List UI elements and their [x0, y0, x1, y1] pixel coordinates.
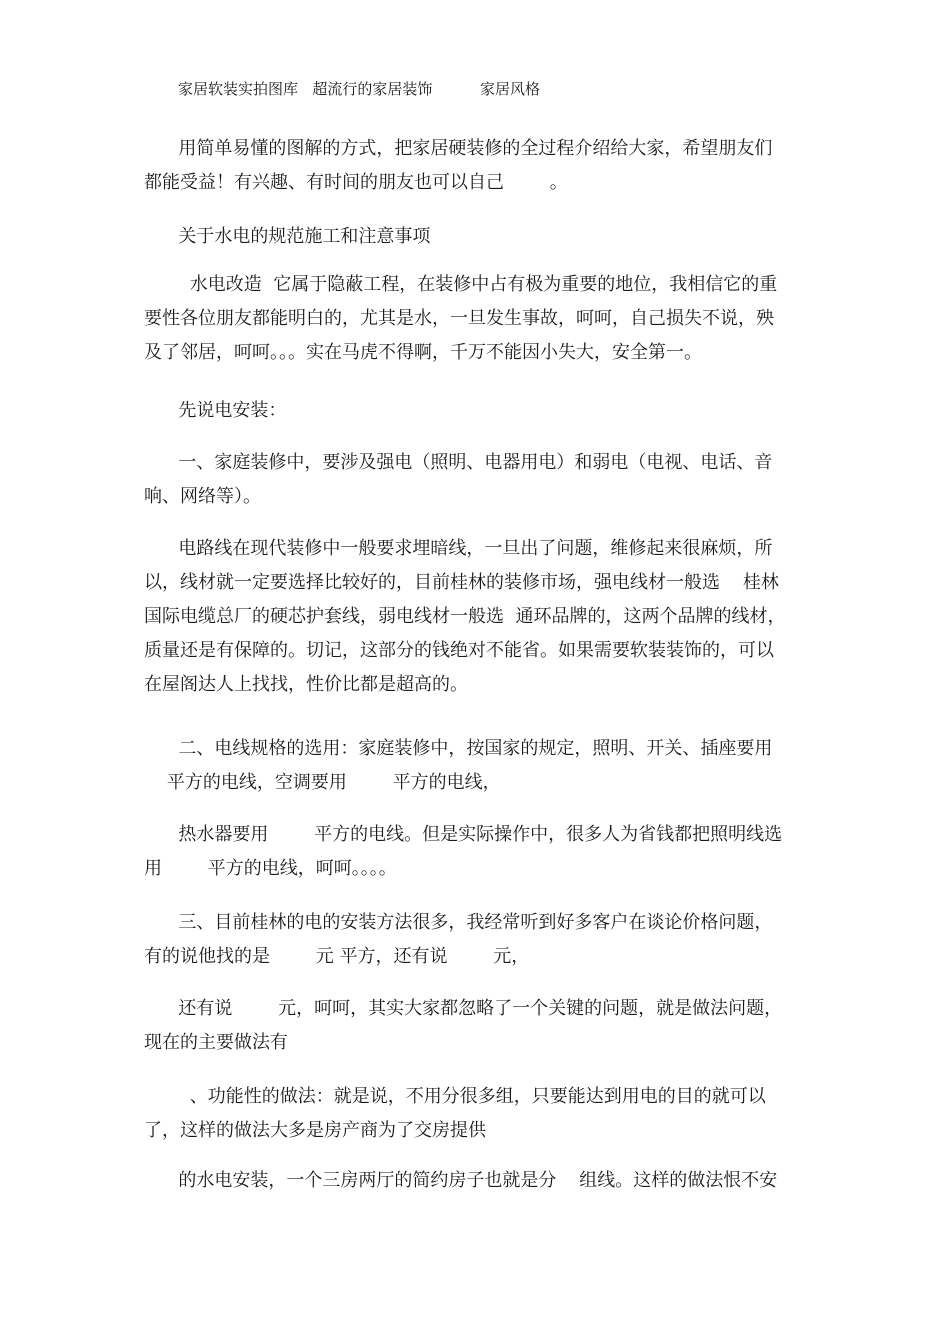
paragraph-wiring — [144, 532, 808, 702]
paragraph-functional — [144, 1080, 808, 1148]
text-line: 、功能性的做法：就是说，不用分很多组，只要能达到用电的目的就可以 — [144, 1086, 766, 1107]
text-line: 用简单易懂的图解的方式，把家居硬装修的全过程介绍给大家，希望朋友们 — [144, 138, 773, 159]
text-line: 关于水电的规范施工和注意事项 — [144, 226, 431, 247]
paragraph-point-2 — [144, 732, 808, 800]
header-item-gallery: 家居软装实拍图库 — [178, 80, 299, 98]
document-header — [178, 78, 540, 100]
text-line: 三、目前桂林的电的安装方法很多，我经常听到好多客户在谈论价格问题， — [144, 912, 773, 933]
paragraph-electric-start — [144, 394, 808, 428]
text-line: 了，这样的做法大多是房产商为了交房提供 — [144, 1120, 486, 1141]
paragraph-intro — [144, 132, 808, 200]
text-line: 要性各位朋友都能明白的，尤其是水，一旦发生事故，呵呵，自己损失不说，殃 — [144, 308, 774, 329]
text-line: 热水器要用 平方的电线。但是实际操作中，很多人为省钱都把照明线选 — [144, 824, 783, 845]
text-line: 二、电线规格的选用：家庭装修中，按国家的规定，照明、开关、插座要用 — [144, 738, 773, 759]
text-line: 以，线材就一定要选择比较好的，目前桂林的装修市场，强电线材一般选 桂林 — [144, 572, 779, 593]
paragraph-water-electric — [144, 268, 808, 370]
header-item-style: 家居风格 — [480, 80, 541, 98]
text-line: 在屋阁达人上找找，性价比都是超高的。 — [144, 674, 468, 695]
text-line: 平方的电线，空调要用 平方的电线， — [144, 772, 501, 793]
text-line: 都能受益！有兴趣、有时间的朋友也可以自己 。 — [144, 172, 568, 193]
text-line: 国际电缆总厂的硬芯护套线，弱电线材一般选 通环品牌的，这两个品牌的线材， — [144, 606, 786, 627]
section-heading — [144, 220, 808, 254]
header-item-decor: 超流行的家居装饰 — [312, 80, 433, 98]
text-line: 现在的主要做法有 — [144, 1032, 288, 1053]
text-line: 水电改造 它属于隐蔽工程，在装修中占有极为重要的地位，我相信它的重 — [144, 274, 778, 295]
text-line: 及了邻居，呵呵。。。实在马虎不得啊，千万不能因小失大，安全第一。 — [144, 342, 702, 363]
text-line: 一、家庭装修中，要涉及强电（照明、电器用电）和弱电（电视、电话、音 — [144, 452, 773, 473]
paragraph-water-heater — [144, 818, 808, 886]
text-line: 响、网络等）。 — [144, 486, 261, 507]
paragraph-installation — [144, 1164, 808, 1198]
text-line: 有的说他找的是 元 平方，还有说 元， — [144, 946, 530, 967]
text-line: 还有说 元，呵呵，其实大家都忽略了一个关键的问题，就是做法问题， — [144, 998, 783, 1019]
paragraph-methods — [144, 992, 808, 1060]
text-line: 质量还是有保障的。切记，这部分的钱绝对不能省。如果需要软装装饰的，可以 — [144, 640, 774, 661]
text-line: 用 平方的电线，呵呵。。。。 — [144, 858, 397, 879]
text-line: 先说电安装： — [144, 400, 287, 421]
paragraph-point-3 — [144, 906, 808, 974]
text-line: 电路线在现代装修中一般要求埋暗线，一旦出了问题，维修起来很麻烦，所 — [144, 538, 773, 559]
paragraph-point-1 — [144, 446, 808, 514]
text-line: 的水电安装，一个三房两厅的简约房子也就是分 组线。这样的做法恨不安 — [144, 1170, 778, 1191]
